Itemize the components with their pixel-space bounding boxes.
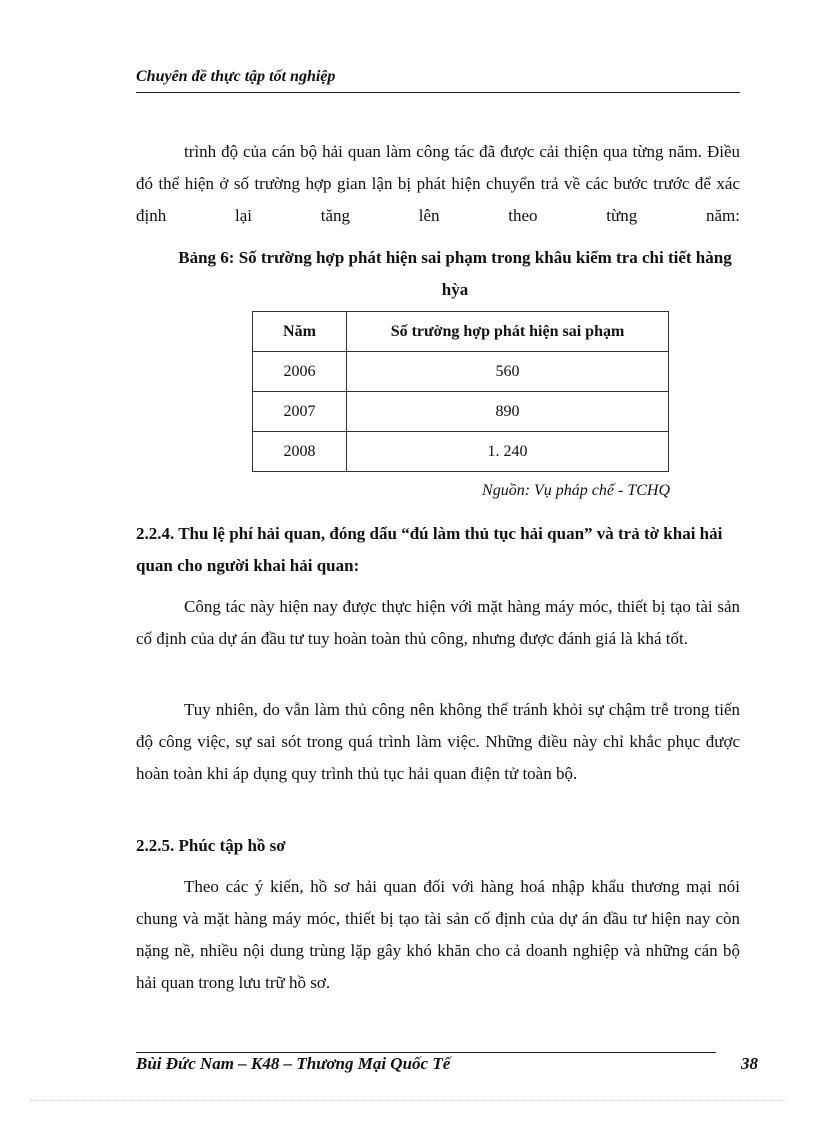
footer-divider bbox=[136, 1052, 716, 1053]
cell-count: 1. 240 bbox=[347, 432, 669, 472]
footer-author: Bùi Đức Nam – K48 – Thương Mại Quốc Tế bbox=[136, 1054, 451, 1073]
section-2-2-5-paragraph-1: Theo các ý kiến, hồ sơ hải quan đối với hàng hoá nhập khẩu thương mại nói chung và mặt hàng máy móc, thiết bị tạo tài sản cố định của dự án đầu tư hiện nay còn nặng nề, nhiều nội dung trùng lặp gây khó khăn cho cả doanh nghiệp và những cán bộ hải quan trong lưu trữ hồ sơ. bbox=[136, 877, 740, 992]
table-header-row bbox=[253, 312, 669, 352]
column-header-year: Năm bbox=[253, 312, 347, 352]
column-header-count: Số trường hợp phát hiện sai phạm bbox=[347, 312, 669, 352]
intro-paragraph: trình độ của cán bộ hải quan làm công tác đã được cải thiện qua từng năm. Điều đó thể hiện ở số trường hợp gian lận bị phát hiện chuyển trả về các bước trước để xác định lại tăng lên theo từng năm: bbox=[136, 142, 740, 225]
table-row bbox=[253, 432, 669, 472]
page-edge-divider bbox=[30, 1100, 786, 1101]
table-row bbox=[253, 352, 669, 392]
page-number: 38 bbox=[741, 1054, 758, 1073]
section-2-2-4-paragraph-1: Công tác này hiện nay được thực hiện với mặt hàng máy móc, thiết bị tạo tài sản cố định của dự án đầu tư tuy hoàn toàn thủ công, nhưng được đánh giá là khá tốt. bbox=[136, 597, 740, 648]
header-divider bbox=[136, 92, 740, 93]
table-caption: Bảng 6: Số trường hợp phát hiện sai phạm trong khâu kiểm tra chi tiết hàng hỳa bbox=[178, 248, 732, 299]
table-row bbox=[253, 392, 669, 432]
violations-table bbox=[252, 311, 669, 472]
cell-year: 2008 bbox=[253, 432, 347, 472]
header-title: Chuyên đề thực tập tốt nghiệp bbox=[136, 68, 336, 85]
cell-count: 560 bbox=[347, 352, 669, 392]
table-source: Nguồn: Vụ pháp chế - TCHQ bbox=[482, 482, 670, 499]
section-2-2-4-paragraph-2: Tuy nhiên, do vẫn làm thủ công nên không thể tránh khỏi sự chậm trễ trong tiến độ công việc, sự sai sót trong quá trình làm việc. Những điều này chỉ khắc phục được hoàn toàn khi áp dụng quy trình thủ tục hải quan điện tử toàn bộ. bbox=[136, 700, 740, 783]
cell-year: 2006 bbox=[253, 352, 347, 392]
cell-count: 890 bbox=[347, 392, 669, 432]
section-heading-2-2-5: 2.2.5. Phúc tập hồ sơ bbox=[136, 836, 286, 855]
cell-year: 2007 bbox=[253, 392, 347, 432]
section-heading-2-2-4: 2.2.4. Thu lệ phí hải quan, đóng dấu “đú làm thủ tục hải quan” và trả tờ khai hải quan cho người khai hải quan: bbox=[136, 524, 723, 575]
